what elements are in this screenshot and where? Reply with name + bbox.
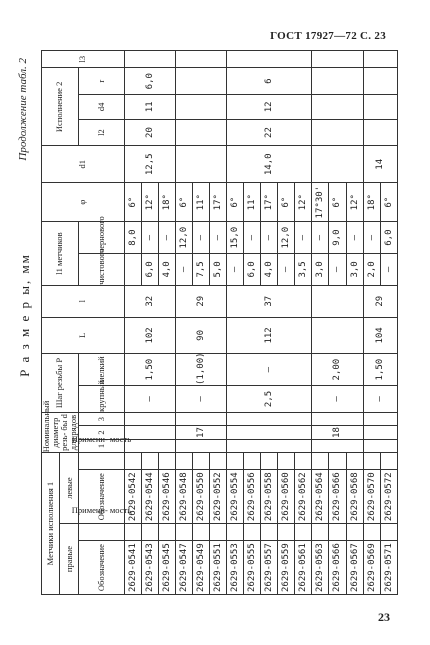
pitch-coarse: — bbox=[312, 385, 363, 412]
angle-phi: 6° bbox=[124, 183, 141, 222]
h-phi: φ bbox=[42, 183, 125, 222]
applicability-left bbox=[278, 453, 295, 470]
nominal-row3 bbox=[363, 412, 397, 425]
applicability-right bbox=[312, 524, 329, 541]
angle-phi: 6° bbox=[175, 183, 192, 222]
h-ex2: Исполнение 2 bbox=[42, 68, 79, 146]
nominal-row3 bbox=[312, 412, 363, 425]
ex2-l2: 20 bbox=[124, 119, 175, 146]
h-applicability-right-text: Примени- мость bbox=[71, 505, 131, 516]
applicability-left bbox=[329, 453, 346, 470]
applicability-right bbox=[141, 524, 158, 541]
l1-finish: 6,0 bbox=[244, 254, 261, 286]
designation-left: 2629-0546 bbox=[158, 470, 175, 524]
angle-phi: 17°30' bbox=[312, 183, 329, 222]
designation-right: 2629-0563 bbox=[312, 541, 329, 595]
page-header: ГОСТ 17927—72 С. 23 bbox=[270, 30, 386, 42]
page-number: 23 bbox=[378, 610, 390, 624]
l1-finish: 6,0 bbox=[141, 254, 158, 286]
designation-right: 2629-0561 bbox=[295, 541, 312, 595]
applicability-right bbox=[124, 524, 141, 541]
angle-phi: 17° bbox=[210, 183, 227, 222]
h-pitch: Шаг резьбы P bbox=[42, 354, 79, 413]
applicability-right bbox=[380, 524, 397, 541]
length-L: 90 bbox=[175, 317, 226, 354]
designation-right: 2629-0571 bbox=[380, 541, 397, 595]
applicability-right bbox=[295, 524, 312, 541]
l1-rough: — bbox=[192, 222, 209, 254]
l1-finish: 2,0 bbox=[363, 254, 380, 286]
designation-right: 2629-0566 bbox=[329, 541, 346, 595]
ex2-l2: 22 bbox=[227, 119, 312, 146]
l1-rough: 15,0 bbox=[227, 222, 244, 254]
h-applicability-right bbox=[71, 505, 131, 541]
nominal-row3 bbox=[124, 412, 175, 425]
designation-right: 2629-0567 bbox=[346, 541, 363, 595]
designation-left: 2629-0544 bbox=[141, 470, 158, 524]
length-L: 104 bbox=[363, 317, 397, 354]
ex2-l2 bbox=[175, 119, 226, 146]
pitch-fine: 2,00 bbox=[312, 354, 363, 386]
angle-phi: 6° bbox=[227, 183, 244, 222]
h-d4: d4 bbox=[78, 95, 124, 119]
pitch-fine: 1,50 bbox=[363, 354, 397, 386]
applicability-left bbox=[346, 453, 363, 470]
l1-finish: — bbox=[175, 254, 192, 286]
ex2-d4: 11 bbox=[124, 95, 175, 119]
angle-phi: 11° bbox=[244, 183, 261, 222]
h-row1: 1 bbox=[78, 439, 124, 452]
applicability-left bbox=[363, 453, 380, 470]
diameter-d1: 12,5 bbox=[124, 146, 175, 183]
ex2-r: 6,0 bbox=[124, 68, 175, 95]
applicability-right bbox=[192, 524, 209, 541]
l1-rough: 8,0 bbox=[124, 222, 141, 254]
h-left: левые bbox=[60, 453, 78, 524]
pitch-coarse: — bbox=[124, 385, 175, 412]
l1-finish: — bbox=[227, 254, 244, 286]
applicability-left bbox=[141, 453, 158, 470]
pitch-fine: (1,00) bbox=[175, 354, 226, 386]
h-r: r bbox=[78, 68, 124, 95]
designation-right: 2629-0545 bbox=[158, 541, 175, 595]
l1-finish bbox=[124, 254, 141, 286]
l1-finish: — bbox=[380, 254, 397, 286]
h-row2: 2 bbox=[78, 426, 124, 439]
ex2-l2 bbox=[363, 119, 397, 146]
pitch-coarse: — bbox=[175, 385, 226, 412]
dimensions-table bbox=[41, 50, 398, 595]
l1-rough: — bbox=[210, 222, 227, 254]
applicability-left bbox=[380, 453, 397, 470]
nominal-row2 bbox=[124, 426, 175, 439]
rotated-content bbox=[15, 50, 400, 595]
applicability-left bbox=[312, 453, 329, 470]
l1-rough: — bbox=[244, 222, 261, 254]
applicability-left bbox=[192, 453, 209, 470]
ex2-r bbox=[312, 68, 363, 95]
nominal-row2 bbox=[363, 426, 397, 439]
h-l1-group: l1 метчиков bbox=[42, 222, 79, 286]
applicability-left bbox=[175, 453, 192, 470]
designation-right: 2629-0547 bbox=[175, 541, 192, 595]
length-L bbox=[312, 317, 363, 354]
table-row bbox=[312, 51, 329, 595]
l1-finish: — bbox=[329, 254, 346, 286]
rotated-table-area bbox=[15, 50, 400, 595]
h-applicability-left bbox=[71, 434, 131, 470]
l1-rough: — bbox=[261, 222, 278, 254]
length-l: 37 bbox=[227, 285, 312, 317]
designation-left: 2629-0552 bbox=[210, 470, 227, 524]
nominal-row1 bbox=[363, 439, 397, 452]
angle-phi: 17° bbox=[261, 183, 278, 222]
diameter-d1: 14,0 bbox=[227, 146, 312, 183]
continuation-note: Продолжение табл. 2 bbox=[17, 58, 29, 161]
l3 bbox=[312, 51, 363, 68]
designation-right: 2629-0559 bbox=[278, 541, 295, 595]
l1-rough: 9,0 bbox=[329, 222, 346, 254]
diameter-d1: 14 bbox=[363, 146, 397, 183]
l3 bbox=[227, 51, 312, 68]
h-l2: l2 bbox=[78, 119, 124, 146]
l1-rough: — bbox=[363, 222, 380, 254]
l1-finish: 4,0 bbox=[158, 254, 175, 286]
h-l3: l3 bbox=[42, 51, 125, 68]
l1-rough: — bbox=[346, 222, 363, 254]
designation-left: 2629-0554 bbox=[227, 470, 244, 524]
designation-right: 2629-0569 bbox=[363, 541, 380, 595]
pitch-coarse: 2,5 bbox=[227, 385, 312, 412]
ex2-d4 bbox=[312, 95, 363, 119]
designation-right: 2629-0543 bbox=[141, 541, 158, 595]
designation-left: 2629-0568 bbox=[346, 470, 363, 524]
designation-left: 2629-0558 bbox=[261, 470, 278, 524]
applicability-left bbox=[261, 453, 278, 470]
designation-left: 2629-0570 bbox=[363, 470, 380, 524]
nominal-row1 bbox=[312, 439, 363, 452]
nominal-row2: 18 bbox=[312, 426, 363, 439]
h-designation-right: Обозначение bbox=[78, 541, 124, 595]
l1-finish: 3,5 bbox=[295, 254, 312, 286]
designation-left: 2629-0564 bbox=[312, 470, 329, 524]
diameter-d1 bbox=[175, 146, 226, 183]
applicability-right bbox=[363, 524, 380, 541]
nominal-row1 bbox=[124, 439, 175, 452]
h-coarse: крупный bbox=[78, 385, 124, 412]
h-L: L bbox=[42, 317, 125, 354]
pitch-coarse: — bbox=[363, 385, 397, 412]
applicability-left bbox=[210, 453, 227, 470]
applicability-left bbox=[295, 453, 312, 470]
h-nominal: Номинальный диаметр резь- бы d для рядов bbox=[41, 400, 78, 453]
angle-phi: 18° bbox=[363, 183, 380, 222]
designation-left: 2629-0556 bbox=[244, 470, 261, 524]
designation-left: 2629-0562 bbox=[295, 470, 312, 524]
designation-left: 2629-0542 bbox=[124, 470, 141, 524]
h-l1-finish: чистового bbox=[78, 254, 124, 286]
designation-right: 2629-0555 bbox=[244, 541, 261, 595]
ex2-d4 bbox=[175, 95, 226, 119]
h-l1-rough: чернового bbox=[78, 222, 124, 254]
l1-rough: 12,0 bbox=[278, 222, 295, 254]
h-applicability-left-text: Примени- мость bbox=[71, 434, 131, 445]
applicability-left bbox=[244, 453, 261, 470]
nominal-row3 bbox=[175, 412, 226, 425]
angle-phi: 6° bbox=[278, 183, 295, 222]
l1-rough: 6,0 bbox=[380, 222, 397, 254]
applicability-right bbox=[175, 524, 192, 541]
applicability-right bbox=[261, 524, 278, 541]
h-designation-left: Обозначение bbox=[78, 470, 124, 524]
angle-phi: 12° bbox=[346, 183, 363, 222]
ex2-d4 bbox=[363, 95, 397, 119]
angle-phi: 11° bbox=[192, 183, 209, 222]
l1-rough: — bbox=[295, 222, 312, 254]
table-body bbox=[124, 51, 397, 595]
h-row3: 3 bbox=[78, 412, 124, 425]
applicability-right bbox=[158, 524, 175, 541]
l1-finish: 3,0 bbox=[312, 254, 329, 286]
angle-phi: 18° bbox=[158, 183, 175, 222]
l1-finish: 7,5 bbox=[192, 254, 209, 286]
l1-rough: — bbox=[141, 222, 158, 254]
length-l: 29 bbox=[363, 285, 397, 317]
ex2-l2 bbox=[312, 119, 363, 146]
l1-rough: 12,0 bbox=[175, 222, 192, 254]
angle-phi: 6° bbox=[380, 183, 397, 222]
h-fine: мелкий bbox=[78, 354, 124, 386]
l1-finish: 5,0 bbox=[210, 254, 227, 286]
designation-left: 2629-0572 bbox=[380, 470, 397, 524]
table-row bbox=[363, 51, 380, 595]
h-right: правые bbox=[60, 524, 78, 595]
ex2-d4: 12 bbox=[227, 95, 312, 119]
l1-finish: 4,0 bbox=[261, 254, 278, 286]
designation-left: 2629-0560 bbox=[278, 470, 295, 524]
pitch-fine: — bbox=[227, 354, 312, 386]
designation-right: 2629-0553 bbox=[227, 541, 244, 595]
designation-right: 2629-0557 bbox=[261, 541, 278, 595]
nominal-row2 bbox=[227, 426, 312, 439]
designation-right: 2629-0551 bbox=[210, 541, 227, 595]
nominal-row1 bbox=[227, 439, 312, 452]
length-L: 102 bbox=[124, 317, 175, 354]
nominal-row2: 17 bbox=[175, 426, 226, 439]
angle-phi: 12° bbox=[141, 183, 158, 222]
applicability-right bbox=[210, 524, 227, 541]
designation-right: 2629-0541 bbox=[124, 541, 141, 595]
l1-rough: — bbox=[158, 222, 175, 254]
table-title: Р а з м е р ы, мм bbox=[17, 253, 32, 377]
ex2-r bbox=[363, 68, 397, 95]
h-taps-group: Метчики исполнения 1 bbox=[42, 453, 60, 595]
applicability-right bbox=[278, 524, 295, 541]
applicability-right bbox=[329, 524, 346, 541]
applicability-right bbox=[227, 524, 244, 541]
length-l bbox=[312, 285, 363, 317]
h-l: l bbox=[42, 285, 125, 317]
applicability-left bbox=[124, 453, 141, 470]
l3 bbox=[124, 51, 175, 68]
angle-phi: 6° bbox=[329, 183, 346, 222]
diameter-d1 bbox=[312, 146, 363, 183]
l3 bbox=[363, 51, 397, 68]
applicability-right bbox=[244, 524, 261, 541]
h-d1: d1 bbox=[42, 146, 125, 183]
length-l: 29 bbox=[175, 285, 226, 317]
angle-phi: 12° bbox=[295, 183, 312, 222]
nominal-row3 bbox=[227, 412, 312, 425]
applicability-right bbox=[346, 524, 363, 541]
table-row bbox=[175, 51, 192, 595]
l1-finish: — bbox=[278, 254, 295, 286]
l1-finish: 3,0 bbox=[346, 254, 363, 286]
designation-left: 2629-0550 bbox=[192, 470, 209, 524]
length-l: 32 bbox=[124, 285, 175, 317]
l3 bbox=[175, 51, 226, 68]
applicability-left bbox=[227, 453, 244, 470]
nominal-row1 bbox=[175, 439, 226, 452]
pitch-fine: 1,50 bbox=[124, 354, 175, 386]
length-L: 112 bbox=[227, 317, 312, 354]
ex2-r: 6 bbox=[227, 68, 312, 95]
table-row bbox=[227, 51, 244, 595]
ex2-r bbox=[175, 68, 226, 95]
designation-left: 2629-0566 bbox=[329, 470, 346, 524]
designation-right: 2629-0549 bbox=[192, 541, 209, 595]
applicability-left bbox=[158, 453, 175, 470]
l1-rough: — bbox=[312, 222, 329, 254]
designation-left: 2629-0548 bbox=[175, 470, 192, 524]
